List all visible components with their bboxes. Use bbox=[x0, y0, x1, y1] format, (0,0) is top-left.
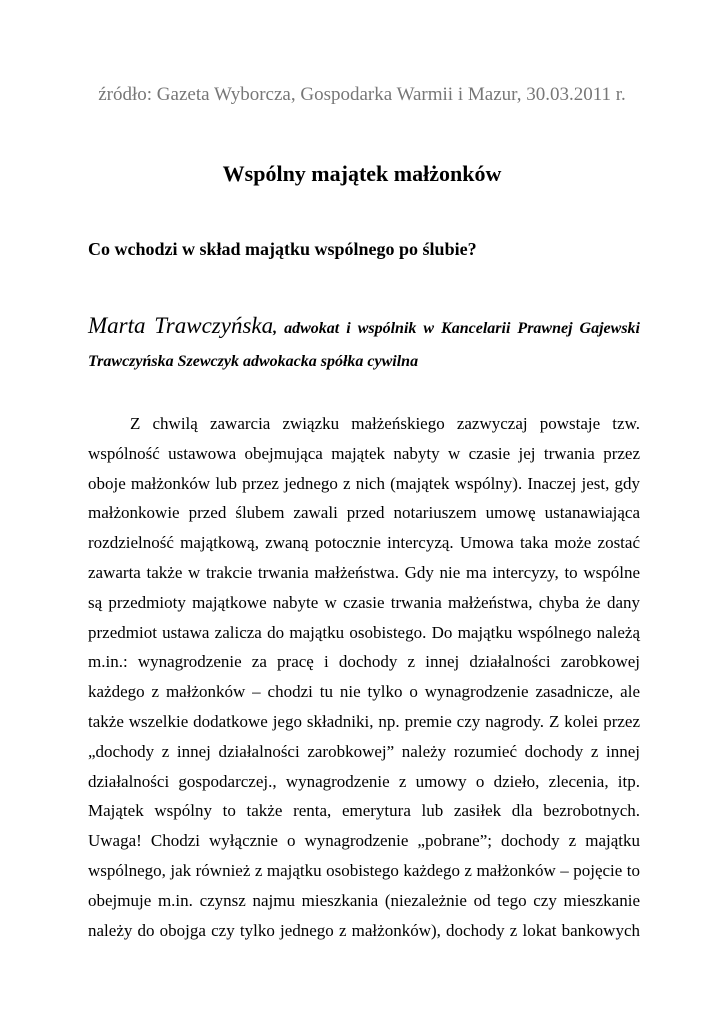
body-line: m.in.: wynagrodzenie za pracę i dochody z innej działalności zarobkowej bbox=[88, 652, 640, 672]
body-line: obejmuje m.in. czynsz najmu mieszkania (niezależnie od tego czy mieszkanie bbox=[88, 890, 640, 910]
body-line: działalności gospodarczej., wynagrodzenie z umowy o dzieło, zlecenia, itp. bbox=[88, 771, 640, 791]
body-line: rozdzielność majątkową, zwaną potocznie intercyzą. Umowa taka może zostać bbox=[88, 533, 640, 553]
body-line: Majątek wspólny to także renta, emerytura lub zasiłek dla bezrobotnych. bbox=[88, 801, 640, 821]
body-line: należy do obojga czy tylko jednego z małżonków), dochody z lokat bankowych bbox=[88, 920, 640, 940]
body-line: także wszelkie dodatkowe jego składniki, np. premie czy nagrody. Z kolei przez bbox=[88, 711, 640, 731]
body-line: wspólnego, jak również z majątku osobistego każdego z małżonków – pojęcie to bbox=[88, 860, 640, 880]
body-line: Uwaga! Chodzi wyłącznie o wynagrodzenie „pobrane”; dochody z majątku bbox=[88, 831, 640, 851]
body-line: przedmiot ustawa zalicza do majątku osobistego. Do majątku wspólnego należą bbox=[88, 622, 640, 642]
author-description-line-2: Trawczyńska Szewczyk adwokacka spółka cywilna bbox=[88, 353, 419, 370]
body-line: każdego z małżonków – chodzi tu nie tylko o wynagrodzenie zasadnicze, ale bbox=[88, 682, 640, 702]
body-line: zawarta także w trakcie trwania małżeństwa. Gdy nie ma intercyzy, to wspólne bbox=[88, 562, 640, 582]
article-subtitle: Co wchodzi w skład majątku wspólnego po ślubie? bbox=[88, 239, 477, 259]
author-description-line-1: , adwokat i wspólnik w Kancelarii Prawnej Gajewski bbox=[273, 320, 640, 337]
body-line: są przedmioty majątkowe nabyte w czasie trwania małżeństwa, chyba że dany bbox=[88, 592, 640, 612]
article-title: Wspólny majątek małżonków bbox=[222, 161, 502, 186]
body-line: oboje małżonków lub przez jednego z nich (majątek wspólny). Inaczej jest, gdy bbox=[88, 473, 640, 493]
source-citation: źródło: Gazeta Wyborcza, Gospodarka Warmii i Mazur, 30.03.2011 r. bbox=[98, 84, 626, 105]
author-line bbox=[88, 313, 640, 339]
body-line: małżonkowie przed ślubem zawali przed notariuszem umowę ustanawiająca bbox=[88, 503, 640, 523]
body-line: „dochody z innej działalności zarobkowej” należy rozumieć dochody z innej bbox=[88, 741, 640, 761]
author-name: Marta Trawczyńska bbox=[88, 313, 274, 338]
body-line: wspólność ustawowa obejmująca majątek nabyty w czasie jej trwania przez bbox=[88, 443, 640, 463]
body-line: Z chwilą zawarcia związku małżeńskiego zazwyczaj powstaje tzw. bbox=[130, 414, 640, 433]
article-body bbox=[88, 409, 640, 945]
